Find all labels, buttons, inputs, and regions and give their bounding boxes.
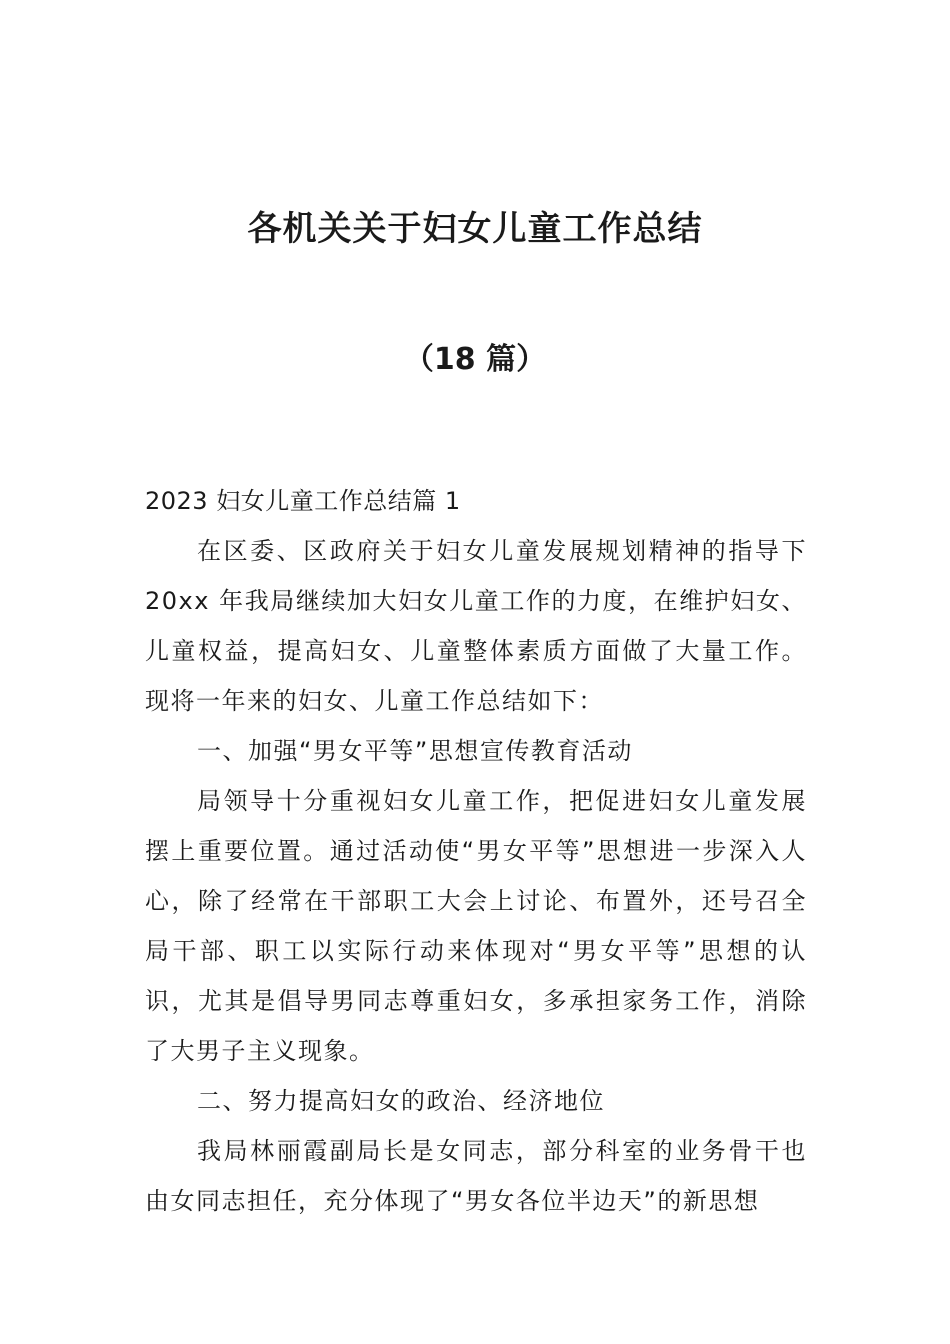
document-title: 各机关关于妇女儿童工作总结 <box>247 209 703 249</box>
section-heading: 2023 妇女儿童工作总结篇 1 <box>145 487 461 515</box>
paragraph-intro: 在区委、区政府关于妇女儿童发展规划精神的指导下 20xx 年我局继续加大妇女儿童工作的力度，在维护妇女、儿童权益，提高妇女、儿童整体素质方面做了大量工作。现将一年来的妇女、儿童工作总结如下： <box>145 537 807 715</box>
document-subtitle: （18 篇） <box>403 342 547 377</box>
paragraph-heading-2: 二、努力提高妇女的政治、经济地位 <box>197 1087 605 1115</box>
paragraph-body-1: 局领导十分重视妇女儿童工作，把促进妇女儿童发展摆上重要位置。通过活动使“男女平等”思想进一步深入人心，除了经常在干部职工大会上讨论、布置外，还号召全局干部、职工以实际行动来体现对“男女平等”思想的认识，尤其是倡导男同志尊重妇女，多承担家务工作，消除了大男子主义现象。 <box>145 787 807 1065</box>
paragraph-heading-1: 一、加强“男女平等”思想宣传教育活动 <box>197 737 633 765</box>
paragraph-body-2: 我局林丽霞副局长是女同志，部分科室的业务骨干也由女同志担任，充分体现了“男女各位半边天”的新思想 <box>145 1137 807 1215</box>
document-body <box>145 476 807 1226</box>
